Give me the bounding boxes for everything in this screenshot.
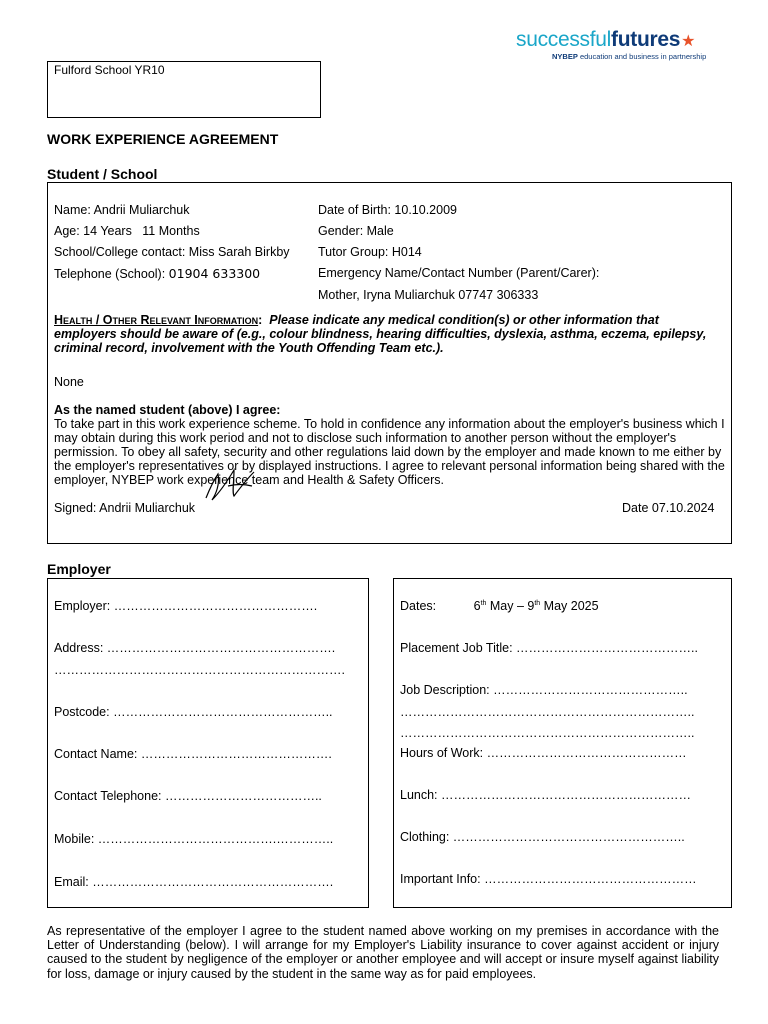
- job-description-line2: ……………………………………………………………..: [400, 705, 695, 719]
- signature-stroke: [206, 470, 254, 500]
- contact-name-field: Contact Name: ……………………………………….: [54, 747, 332, 761]
- gender: Gender: Male: [318, 224, 394, 238]
- employer-section-heading: Employer: [47, 561, 111, 577]
- email-field: Email: ………………………………………………….: [54, 875, 334, 889]
- health-answer: None: [54, 375, 84, 389]
- contact-telephone-field: Contact Telephone: ………………………………..: [54, 789, 322, 803]
- school-name: Fulford School YR10: [54, 63, 165, 77]
- dates-end-suffix: th: [534, 599, 541, 607]
- logo-star-icon: ★: [681, 33, 696, 50]
- clothing-field: Clothing: ………………………………………………..: [400, 830, 685, 844]
- school-telephone-label: Telephone (School):: [54, 267, 166, 281]
- placement-details-box: [393, 578, 732, 908]
- job-description-line3: ……………………………………………………………..: [400, 726, 695, 740]
- logo-tagline-text: education and business in partnership: [579, 52, 707, 61]
- emergency-contact-label: Emergency Name/Contact Number (Parent/Carer):: [318, 266, 600, 280]
- dates-label: Dates:: [400, 599, 437, 613]
- school-telephone: [54, 266, 260, 281]
- job-description-field: Job Description: ………………………………………..: [400, 683, 688, 697]
- health-info-colon: :: [258, 313, 263, 327]
- dates-mid: May – 9: [486, 599, 535, 613]
- logo-word-successful: successful: [516, 28, 612, 51]
- employer-agreement-text: As representative of the employer I agree to the student named above working on my premises in accordance with the Letter of Understanding (below). I will arrange for my Employer's Liability insurance to cover against accident or injury caused to the student by negligence of the employer or another employee and will accept or insure myself against liability for loss, damage or injury caused by the student in the same way as for paid employees.: [47, 924, 719, 981]
- student-name: Name: Andrii Muliarchuk: [54, 203, 190, 217]
- health-info: [54, 313, 724, 355]
- logo-word-futures: futures: [611, 28, 681, 51]
- student-section-heading: Student / School: [47, 166, 158, 182]
- postcode-field: Postcode: ……………………………………………..: [54, 705, 333, 719]
- dates-field: [400, 599, 599, 613]
- dates-start-suffix: th: [480, 599, 487, 607]
- health-info-label: Health / Other Relevant Information: [54, 313, 259, 327]
- agree-text: To take part in this work experience scheme. To hold in confidence any information about the employer's business which I may obtain during this work period and not to disclose such information to another person without the employer's permission. To obey all safety, security and other regulations laid down by the employer and made known to me either by the employer's representatives or by displayed instructions. I agree to relevant personal information being shared with the employer, NYBEP work experience team and Health & Safety Officers.: [54, 417, 725, 487]
- student-signature: [198, 462, 268, 504]
- logo-tagline: [552, 52, 706, 61]
- emergency-contact-value: Mother, Iryna Muliarchuk 07747 306333: [318, 288, 539, 302]
- school-telephone-value: 01904 633300: [168, 266, 261, 281]
- logo-wordmark: [516, 28, 721, 54]
- health-info-prompt: Please indicate any medical condition(s) or other information that employers should be aware of (e.g., colour blindness, hearing difficulties, dyslexia, asthma, eczema, epilepsy, criminal record, involvement with the Youth Offending Team etc.).: [54, 313, 707, 355]
- employer-details-box: [47, 578, 369, 908]
- dates-end: May 2025: [540, 599, 599, 613]
- signed-date: Date 07.10.2024: [622, 501, 715, 515]
- job-title-field: Placement Job Title: ……………………………………..: [400, 641, 698, 655]
- student-signed: Signed: Andrii Muliarchuk: [54, 501, 196, 515]
- successful-futures-logo: [516, 28, 721, 68]
- agree-heading: As the named student (above) I agree:: [54, 403, 281, 417]
- important-info-field: Important Info: ……………………………………………: [400, 872, 697, 886]
- address-field-line2: …………………………………………………………….: [54, 663, 345, 677]
- lunch-field: Lunch: ……………………………………………………: [400, 788, 692, 802]
- student-age: Age: 14 Years 11 Months: [54, 224, 200, 238]
- tutor-group: Tutor Group: H014: [318, 245, 422, 259]
- dates-start-day: 6: [473, 599, 481, 613]
- hours-of-work-field: Hours of Work: …………………………………………: [400, 746, 687, 760]
- logo-tagline-brand: NYBEP: [552, 52, 578, 61]
- mobile-field: Mobile: …………………………………….…………..: [54, 832, 334, 846]
- school-contact: School/College contact: Miss Sarah Birkby: [54, 245, 290, 259]
- school-box: [47, 61, 321, 118]
- address-field: Address: ……………………………………………….: [54, 641, 336, 655]
- date-of-birth: Date of Birth: 10.10.2009: [318, 203, 457, 217]
- page-title: WORK EXPERIENCE AGREEMENT: [47, 131, 279, 147]
- employer-field: Employer: ………………………………………….: [54, 599, 318, 613]
